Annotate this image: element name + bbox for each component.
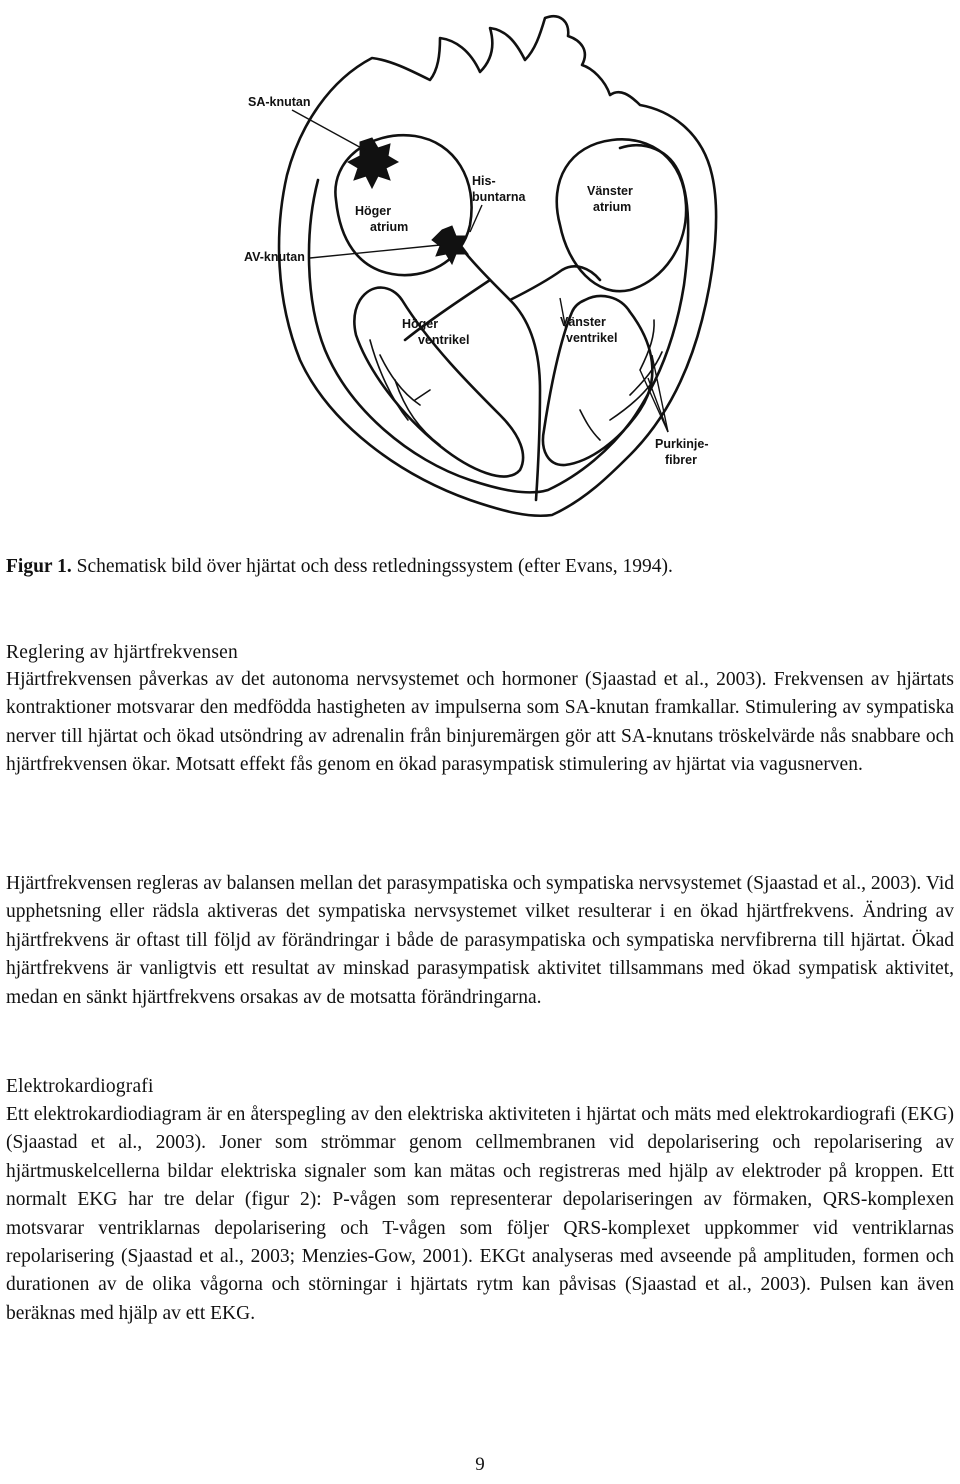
label-vanster-ventrikel-1: Vänster bbox=[560, 315, 606, 329]
left-bundle-branch bbox=[510, 266, 600, 300]
paragraph-reglering-1: Hjärtfrekvensen påverkas av det autonoma nervsystemet och hormoner (Sjaastad et al., 2003). Frekvensen av hjärtats kontraktioner motsvarar den medfödda hastigheten av impulserna som SA-knutan framkallar. Stimulering av sympatiska nerver till hjärtat och ökad utsöndring av adrenalin från binjuremärgen gör att SA-knutans tröskelvärde nås snabbare och hjärtfrekvensen ökar. Motsatt effekt fås genom en ökad parasympatisk stimulering av hjärtat via vagusnerven. bbox=[6, 669, 954, 776]
label-purkinje-1: Purkinje- bbox=[655, 437, 709, 451]
label-hoger-atrium-1: Höger bbox=[355, 204, 392, 218]
figure-caption-text: Schematisk bild över hjärtat och dess retledningssystem (efter Evans, 1994). bbox=[71, 556, 673, 577]
paragraph-elektrokardiografi: Ett elektrokardiodiagram är en återspegling av den elektriska aktiviteten i hjärtat och mäts med elektrokardiografi (EKG) (Sjaastad et al., 2003). Joner som strömmar genom cellmembranen vid depolarisering och repolarisering av hjärtmuskelcellerna bildar elektriska signaler som kan mätas och registreras med hjälp av elektroder på kroppen. Ett normalt EKG har tre delar (figur 2): P-vågen som representerar depolariseringen av förmaken, QRS-komplexen motsvarar ventriklarnas depolarisering och T-vågen som följer QRS-komplexet uppkommer vid ventriklarnas repolarisering (Sjaastad et al., 2003; Menzies-Gow, 2001). EKGt analyseras med avseende på amplituden, formen och durationen av de olika vågorna och störningar i hjärtats rytm kan påvisas (Sjaastad et al., 2003). Pulsen kan även beräknas med hjälp av ett EKG. bbox=[6, 1104, 954, 1324]
label-purkinje-2: fibrer bbox=[665, 453, 697, 467]
label-his-2: buntarna bbox=[472, 190, 526, 204]
label-hoger-ventrikel-2: ventrikel bbox=[418, 333, 470, 347]
label-av-knutan: AV-knutan bbox=[244, 250, 305, 264]
figure-caption-label: Figur 1. bbox=[6, 556, 72, 577]
heart-outline bbox=[279, 16, 716, 516]
label-his-1: His- bbox=[472, 174, 496, 188]
label-hoger-atrium-2: atrium bbox=[370, 220, 409, 234]
paragraph-reglering-2: Hjärtfrekvensen regleras av balansen mellan det parasympatiska och sympatiska nervsystemet (Sjaastad et al., 2003). Vid upphetsning eller rädsla aktiveras det sympatiska nervsystemet vilket resulterar i en ökad hjärtfrekvens. Ändring av hjärtfrekvens är oftast till följd av förändringar i både de parasympatiska och sympatiska nervfibrerna till hjärtat. Ökad hjärtfrekvens är vanligtvis ett resultat av minskad parasympatisk aktivitet tillsammans med ökad sympatisk aktivitet, medan en sänkt hjärtfrekvens orsakas av de motsatta förändringarna. bbox=[6, 873, 954, 1008]
figure-caption bbox=[6, 554, 956, 580]
left-atrium-chamber bbox=[557, 139, 686, 291]
label-hoger-ventrikel-1: Höger bbox=[402, 317, 439, 331]
page-number: 9 bbox=[475, 1454, 485, 1475]
label-vanster-atrium-1: Vänster bbox=[587, 184, 633, 198]
his-bundle bbox=[455, 240, 540, 500]
label-sa-knutan: SA-knutan bbox=[248, 95, 311, 109]
section-heading-elektrokardiografi: Elektrokardiografi bbox=[6, 1076, 154, 1097]
label-vanster-atrium-2: atrium bbox=[593, 200, 632, 214]
heart-conduction-diagram bbox=[0, 0, 960, 540]
right-bundle-branch bbox=[405, 280, 490, 340]
section-heading-reglering: Reglering av hjärtfrekvensen bbox=[6, 642, 238, 663]
label-vanster-ventrikel-2: ventrikel bbox=[566, 331, 618, 345]
